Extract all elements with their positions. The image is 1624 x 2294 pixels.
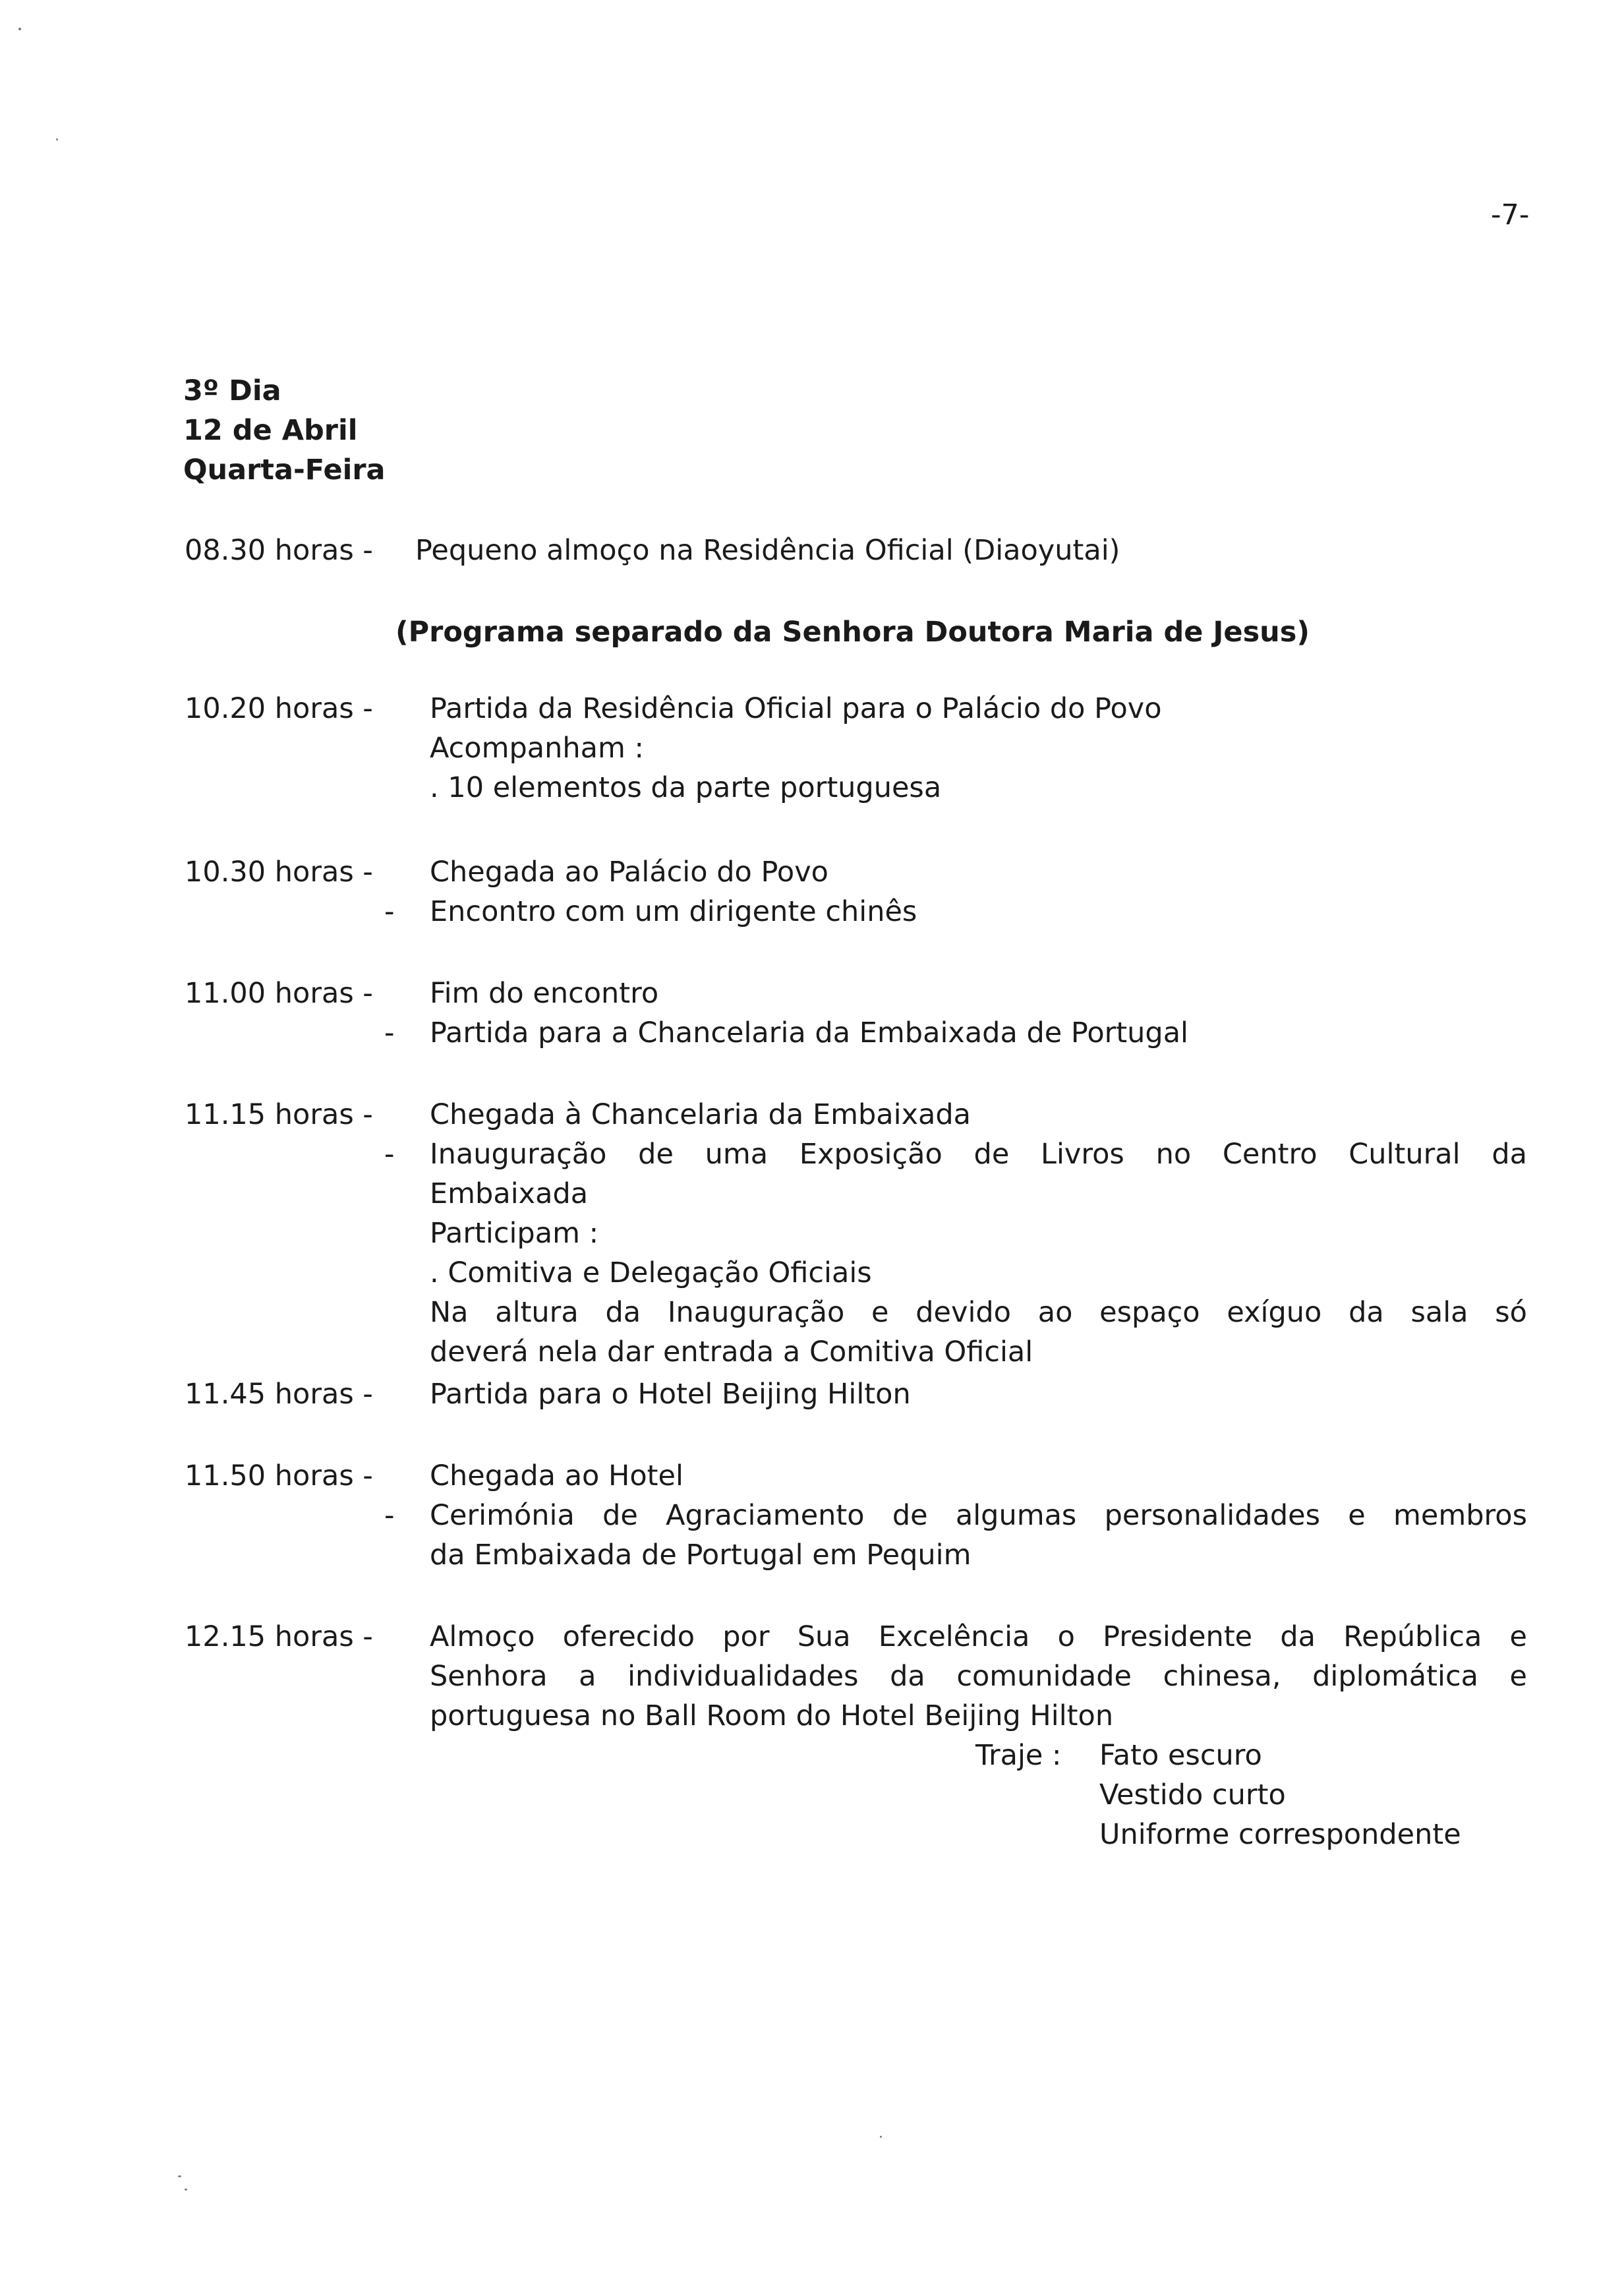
time-1145: 11.45 horas - [185, 1378, 373, 1411]
time-1020: 10.20 horas - [185, 692, 373, 725]
time-1150: 11.50 horas - [185, 1459, 373, 1492]
entry-line: Na altura da Inauguração e devido ao espaço exíguo da sala só [430, 1296, 1527, 1329]
entry-line: Participam : [430, 1217, 599, 1250]
dress-code-label: Traje : [975, 1739, 1062, 1772]
scan-speck [18, 28, 21, 30]
continuation-dash: - [384, 1016, 395, 1049]
continuation-dash: - [384, 1499, 395, 1532]
dress-option: Vestido curto [1099, 1779, 1286, 1811]
entry-line: Fim do encontro [430, 977, 659, 1010]
dress-option: Fato escuro [1099, 1739, 1262, 1772]
entry-line: . 10 elementos da parte portuguesa [430, 771, 942, 804]
entry-line: Encontro com um dirigente chinês [430, 895, 917, 928]
entry-line: Senhora a individualidades da comunidade chinesa, diplomática e [430, 1660, 1527, 1693]
entry-line: portuguesa no Ball Room do Hotel Beijing Hilton [430, 1699, 1114, 1732]
day-heading: 3º Dia [183, 374, 281, 407]
weekday-heading: Quarta-Feira [183, 454, 386, 486]
time-0830: 08.30 horas - [185, 534, 373, 567]
date-heading: 12 de Abril [183, 414, 358, 447]
entry-line: Chegada ao Hotel [430, 1459, 683, 1492]
time-1030: 10.30 horas - [185, 856, 373, 889]
page-number: -7- [1491, 198, 1530, 231]
entry-line: deverá nela dar entrada a Comitiva Oficial [430, 1336, 1033, 1368]
entry-line: Chegada à Chancelaria da Embaixada [430, 1098, 972, 1131]
entry-line: . Comitiva e Delegação Oficiais [430, 1256, 872, 1289]
entry-line: Partida para a Chancelaria da Embaixada de Portugal [430, 1016, 1189, 1049]
scan-speck [185, 2189, 187, 2191]
time-1215: 12.15 horas - [185, 1620, 373, 1653]
entry-line: Embaixada [430, 1177, 589, 1210]
dress-option: Uniforme correspondente [1099, 1818, 1461, 1851]
scan-speck [178, 2175, 181, 2177]
entry-line: Pequeno almoço na Residência Oficial (Diaoyutai) [415, 534, 1120, 567]
time-1100: 11.00 horas - [185, 977, 373, 1010]
entry-line: Cerimónia de Agraciamento de algumas personalidades e membros [430, 1499, 1527, 1532]
entry-line: Partida da Residência Oficial para o Palácio do Povo [430, 692, 1162, 725]
continuation-dash: - [384, 895, 395, 928]
time-1115: 11.15 horas - [185, 1098, 373, 1131]
continuation-dash: - [384, 1138, 395, 1171]
entry-line: da Embaixada de Portugal em Pequim [430, 1539, 972, 1572]
separate-program-note: (Programa separado da Senhora Doutora Maria de Jesus) [395, 616, 1310, 649]
entry-line: Partida para o Hotel Beijing Hilton [430, 1378, 911, 1411]
entry-line: Inauguração de uma Exposição de Livros no Centro Cultural da [430, 1138, 1527, 1171]
scan-speck [880, 2136, 882, 2138]
entry-line: Acompanham : [430, 732, 645, 765]
scan-speck [56, 138, 58, 140]
entry-line: Almoço oferecido por Sua Excelência o Presidente da República e [430, 1620, 1527, 1653]
entry-line: Chegada ao Palácio do Povo [430, 856, 828, 889]
